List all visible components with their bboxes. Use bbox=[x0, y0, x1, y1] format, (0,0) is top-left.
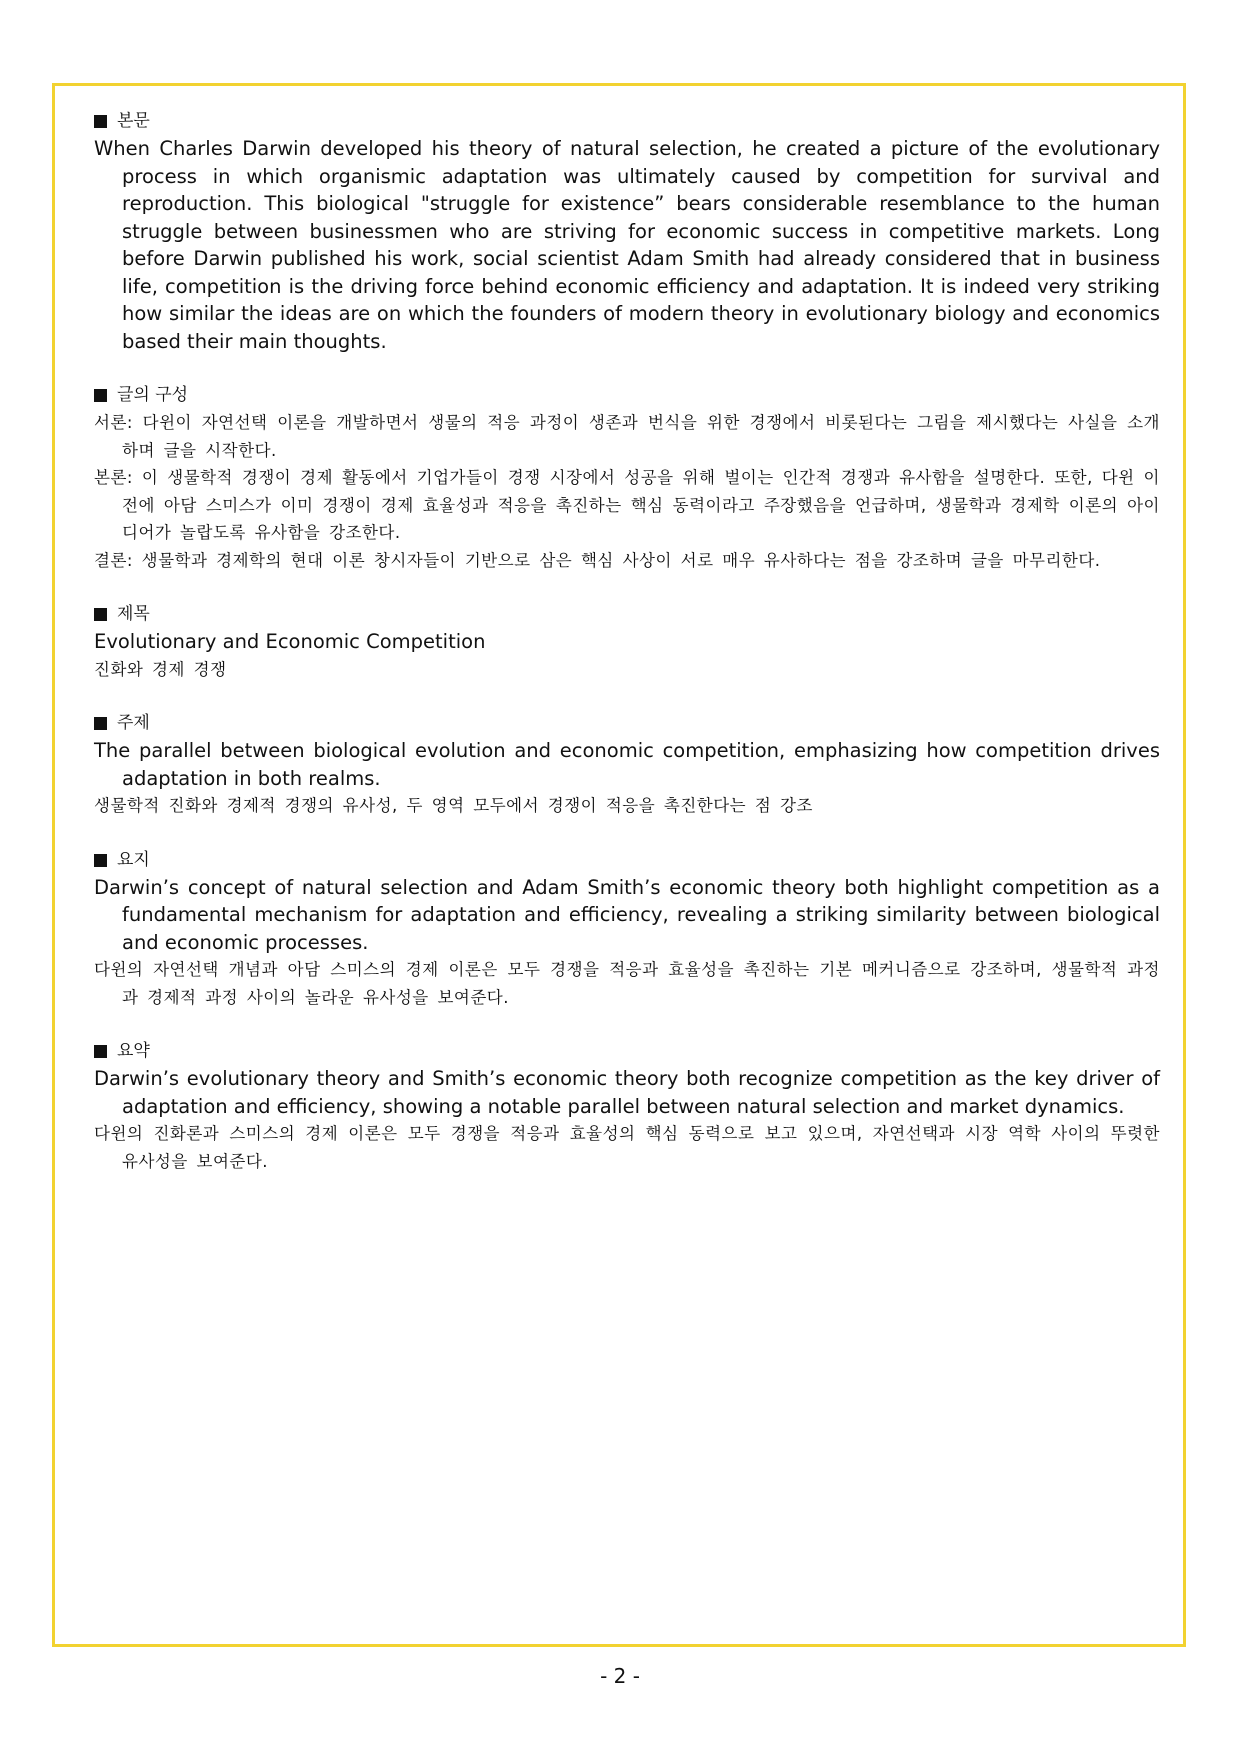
title-english: Evolutionary and Economic Competition bbox=[94, 630, 486, 653]
section-topic bbox=[94, 710, 1160, 820]
square-bullet-icon bbox=[94, 389, 107, 402]
section-heading bbox=[94, 382, 1160, 409]
section-heading bbox=[94, 601, 1160, 628]
square-bullet-icon bbox=[94, 608, 107, 621]
square-bullet-icon bbox=[94, 717, 107, 730]
section-structure bbox=[94, 382, 1160, 574]
structure-main: 본론: 이 생물학적 경쟁이 경제 활동에서 기업가들이 경쟁 시장에서 성공을 위해 벌이는 인간적 경쟁과 유사함을 설명한다. 또한, 다윈 이전에 아담 스미스가 이미 경쟁이 경제 효율성과 적응을 촉진하는 핵심 동력이라고 주장했음을 언급하며, 생물학과 경제학 이론의 아이디어가 놀랍도록 유사함을 강조한다. bbox=[94, 468, 1160, 542]
structure-conclusion: 결론: 생물학과 경제학의 현대 이론 창시자들이 기반으로 삼은 핵심 사상이 서로 매우 유사하다는 점을 강조하며 글을 마무리한다. bbox=[94, 550, 1101, 570]
body-paragraph: When Charles Darwin developed his theory of natural selection, he created a picture of the evolutionary process in which organismic adaptation was ultimately caused by competition for survival and reproduction. This biological "struggle for existence” bears considerable resemblance to the human struggle between businessmen who are striving for economic success in competitive markets. Long before Darwin published his work, social scientist Adam Smith had already considered that in business life, competition is the driving force behind economic efficiency and adaptation. It is indeed very striking how similar the ideas are on which the founders of modern theory in evolutionary biology and economics based their main thoughts. bbox=[94, 137, 1160, 353]
square-bullet-icon bbox=[94, 854, 107, 867]
section-gist bbox=[94, 847, 1160, 1012]
gist-korean: 다윈의 자연선택 개념과 아담 스미스의 경제 이론은 모두 경쟁을 적응과 효율성을 촉진하는 기본 메커니즘으로 강조하며, 생물학적 과정과 경제적 과정 사이의 놀라운 유사성을 보여준다. bbox=[94, 960, 1160, 1007]
section-heading-label: 본문 bbox=[117, 111, 150, 131]
gist-english: Darwin’s concept of natural selection and Adam Smith’s economic theory both highlight competition as a fundamental mechanism for adaptation and efficiency, revealing a striking similarity between biological and economic processes. bbox=[94, 875, 1160, 954]
section-body bbox=[94, 108, 1160, 355]
summary-korean: 다윈의 진화론과 스미스의 경제 이론은 모두 경쟁을 적응과 효율성의 핵심 동력으로 보고 있으며, 자연선택과 시장 역학 사이의 뚜렷한 유사성을 보여준다. bbox=[94, 1124, 1160, 1171]
section-heading-label: 주제 bbox=[117, 713, 150, 733]
section-heading-label: 요약 bbox=[117, 1041, 150, 1061]
section-heading-label: 제목 bbox=[117, 604, 150, 624]
summary-english: Darwin’s evolutionary theory and Smith’s economic theory both recognize competition as the key driver of adaptation and efficiency, showing a notable parallel between natural selection and market dynamics. bbox=[94, 1067, 1160, 1118]
section-title bbox=[94, 601, 1160, 683]
structure-intro: 서론: 다윈이 자연선택 이론을 개발하면서 생물의 적응 과정이 생존과 번식을 위한 경쟁에서 비롯된다는 그림을 제시했다는 사실을 소개하며 글을 시작한다. bbox=[94, 413, 1160, 460]
section-summary bbox=[94, 1038, 1160, 1175]
document-content bbox=[94, 108, 1160, 1202]
topic-english: The parallel between biological evolution and economic competition, emphasizing how competition drives adaptation in both realms. bbox=[94, 739, 1160, 790]
page-number: - 2 - bbox=[600, 1664, 640, 1688]
section-heading bbox=[94, 710, 1160, 737]
section-heading-label: 글의 구성 bbox=[117, 385, 189, 405]
section-heading-label: 요지 bbox=[117, 849, 150, 870]
square-bullet-icon bbox=[94, 1045, 107, 1058]
section-heading bbox=[94, 1038, 1160, 1065]
section-heading bbox=[94, 847, 1160, 874]
section-heading bbox=[94, 108, 1160, 135]
square-bullet-icon bbox=[94, 115, 107, 128]
topic-korean: 생물학적 진화와 경제적 경쟁의 유사성, 두 영역 모두에서 경쟁이 적응을 촉진한다는 점 강조 bbox=[94, 796, 813, 815]
title-korean: 진화와 경제 경쟁 bbox=[94, 659, 227, 679]
